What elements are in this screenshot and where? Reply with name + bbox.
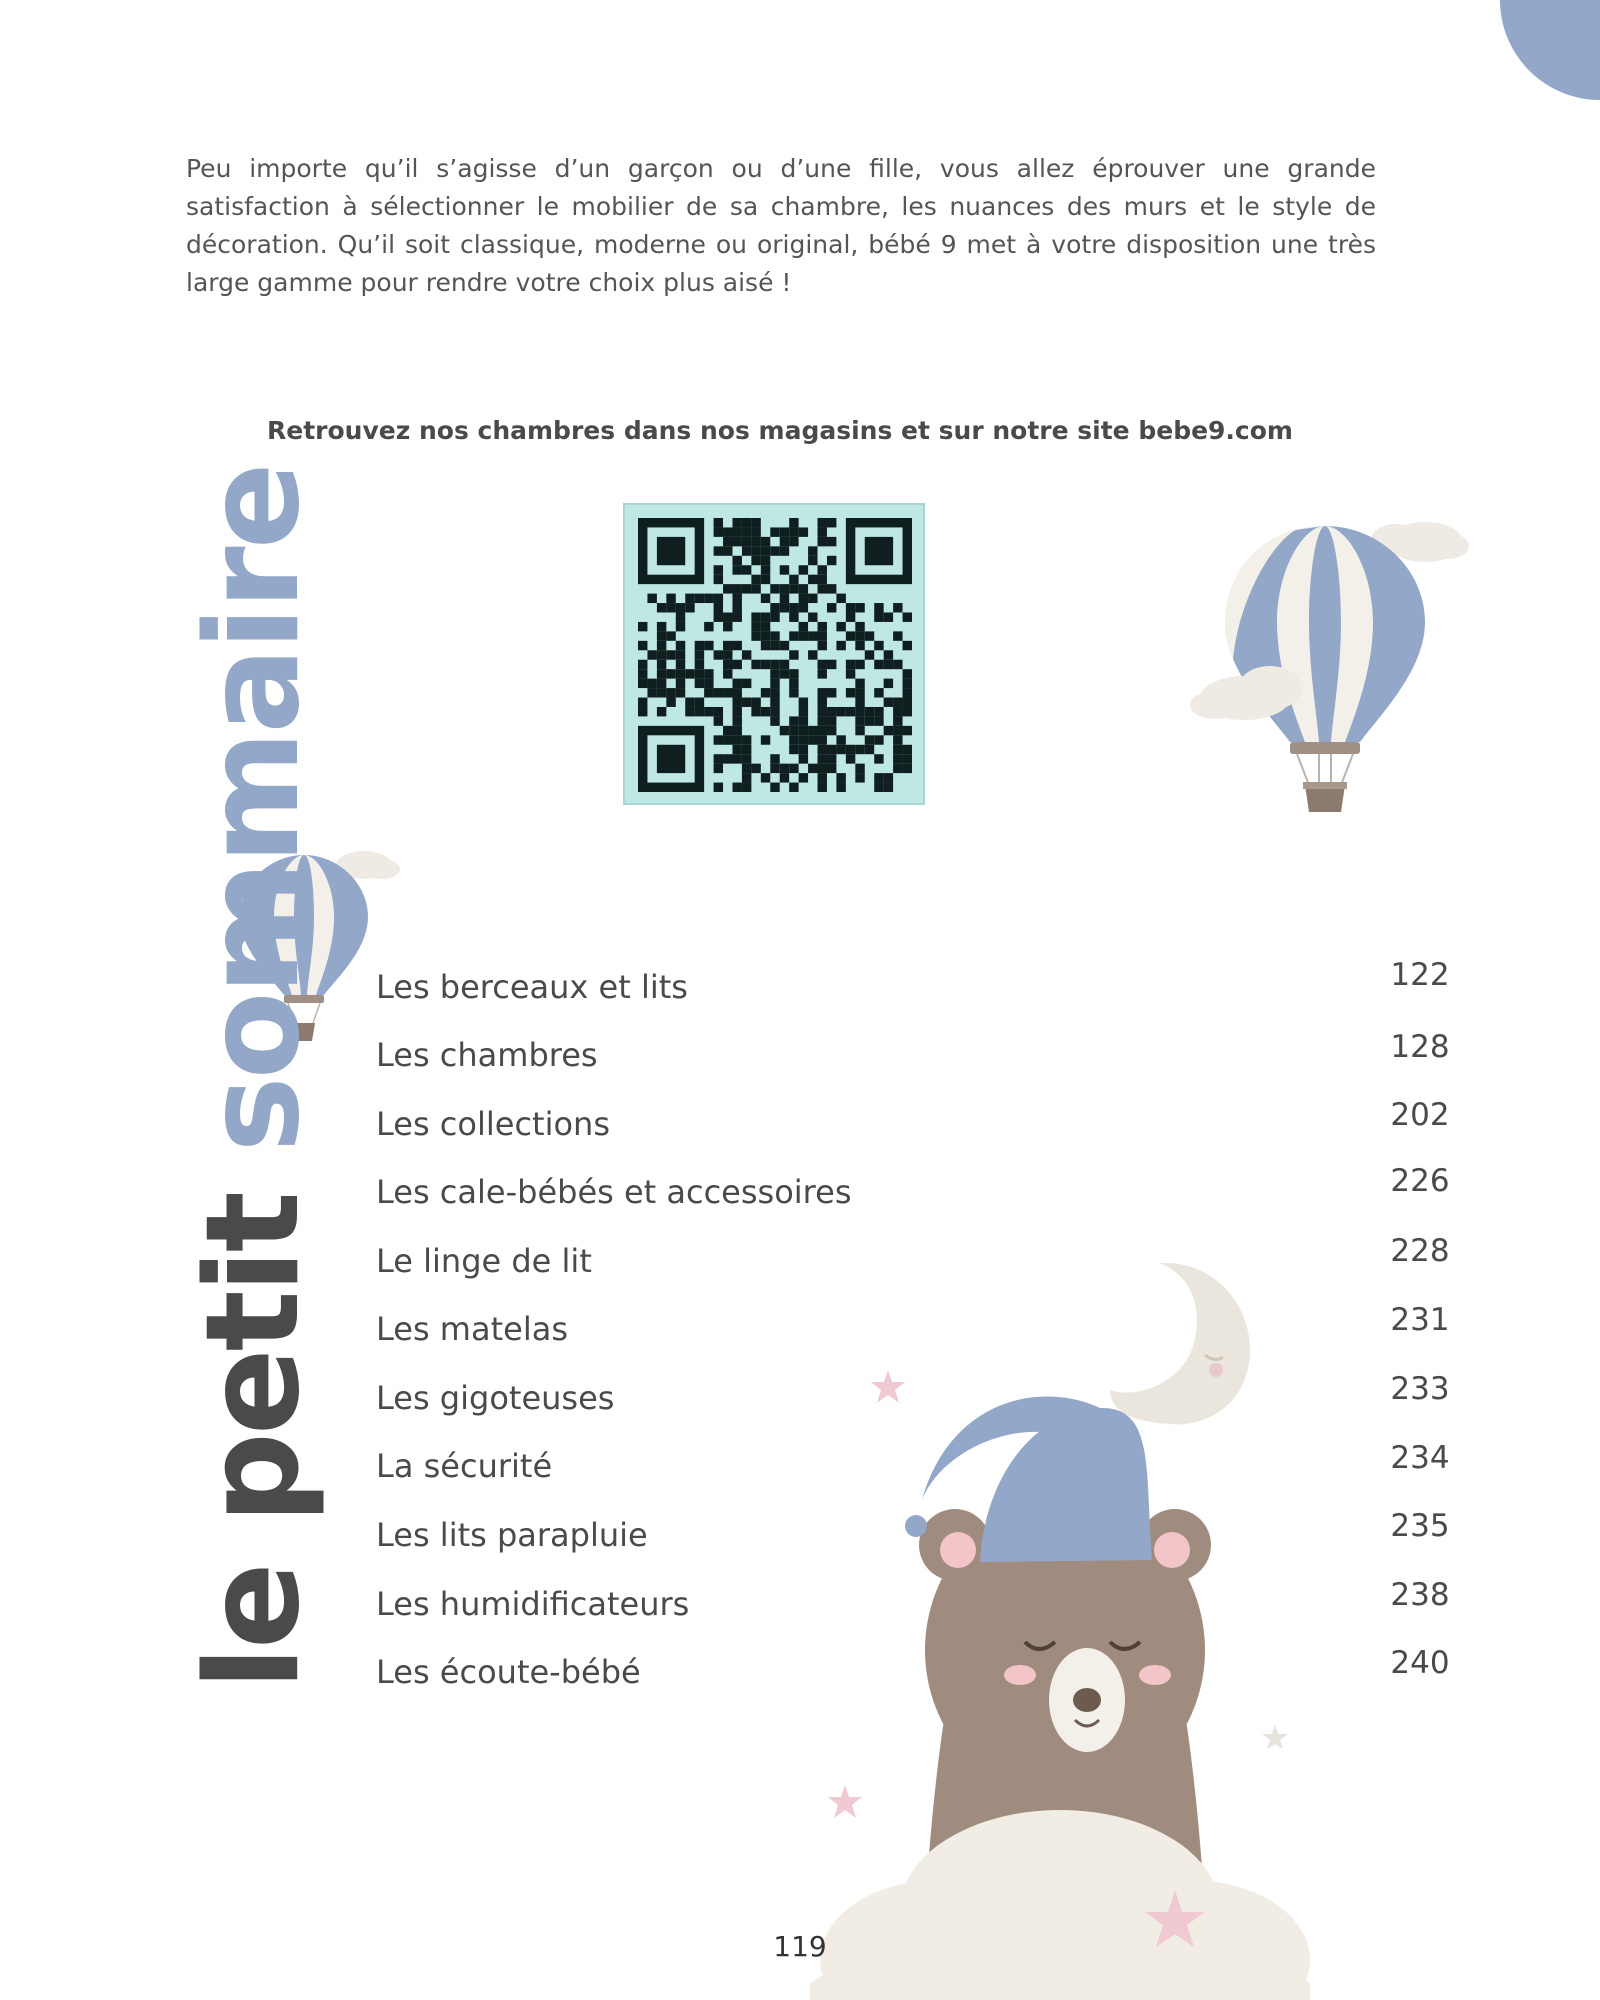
section-title-part1: le petit	[179, 1194, 328, 1690]
qr-finder-pattern	[643, 523, 700, 580]
cloud-icon	[810, 1810, 1310, 2000]
star-icon	[828, 1785, 862, 1818]
section-title-part2: sommaire	[179, 465, 328, 1153]
moon-icon	[1110, 1263, 1250, 1425]
toc-entry-page[interactable]: 240	[1390, 1645, 1450, 1681]
toc-entry-page[interactable]: 234	[1390, 1440, 1450, 1476]
toc-entry-label[interactable]: Les berceaux et lits	[376, 968, 688, 1006]
qr-finder-pattern	[643, 731, 700, 788]
large-balloon-illustration	[1185, 510, 1475, 820]
toc-entry-page[interactable]: 233	[1390, 1371, 1450, 1407]
toc-entry-page[interactable]: 238	[1390, 1577, 1450, 1613]
toc-entry-page[interactable]: 128	[1390, 1029, 1450, 1065]
sleeping-bear-illustration	[810, 1260, 1310, 2000]
corner-decoration-circle	[1500, 0, 1600, 100]
qr-finder-pattern	[851, 523, 908, 580]
page-number: 119	[773, 1930, 827, 1963]
toc-entry-page[interactable]: 226	[1390, 1163, 1450, 1199]
website-callout: Retrouvez nos chambres dans nos magasins et sur notre site bebe9.com	[267, 416, 1293, 445]
toc-entry-page[interactable]: 231	[1390, 1302, 1450, 1338]
toc-entry-label[interactable]: Les collections	[376, 1105, 610, 1143]
star-icon	[1262, 1725, 1288, 1749]
toc-entry-label[interactable]: Les lits parapluie	[376, 1516, 648, 1554]
toc-entry-label[interactable]: Les matelas	[376, 1310, 568, 1348]
toc-entry-label[interactable]: Les chambres	[376, 1036, 598, 1074]
qr-code-pattern	[638, 518, 912, 792]
toc-entry-label[interactable]: Le linge de lit	[376, 1242, 592, 1280]
toc-entry-page[interactable]: 235	[1390, 1508, 1450, 1544]
toc-entry-page[interactable]: 122	[1390, 957, 1450, 993]
toc-entry-label[interactable]: Les écoute-bébé	[376, 1653, 641, 1691]
toc-entry-page[interactable]: 202	[1390, 1097, 1450, 1133]
toc-entry-label[interactable]: La sécurité	[376, 1447, 553, 1485]
toc-entry-label[interactable]: Les gigoteuses	[376, 1379, 615, 1417]
toc-entry-label[interactable]: Les cale-bébés et accessoires	[376, 1173, 852, 1211]
intro-paragraph: Peu importe qu’il s’agisse d’un garçon ou d’une fille, vous allez éprouver une grande satisfaction à sélectionner le mobilier de sa chambre, les nuances des murs et le style de décoration. Qu’il soit classique, moderne ou original, bébé 9 met à votre disposition une très large gamme pour rendre votre choix plus aisé !	[186, 154, 1376, 297]
qr-code[interactable]	[623, 503, 925, 805]
toc-entry-page[interactable]: 228	[1390, 1233, 1450, 1269]
star-icon	[871, 1370, 905, 1403]
toc-entry-label[interactable]: Les humidificateurs	[376, 1585, 690, 1623]
section-title	[179, 465, 328, 1690]
